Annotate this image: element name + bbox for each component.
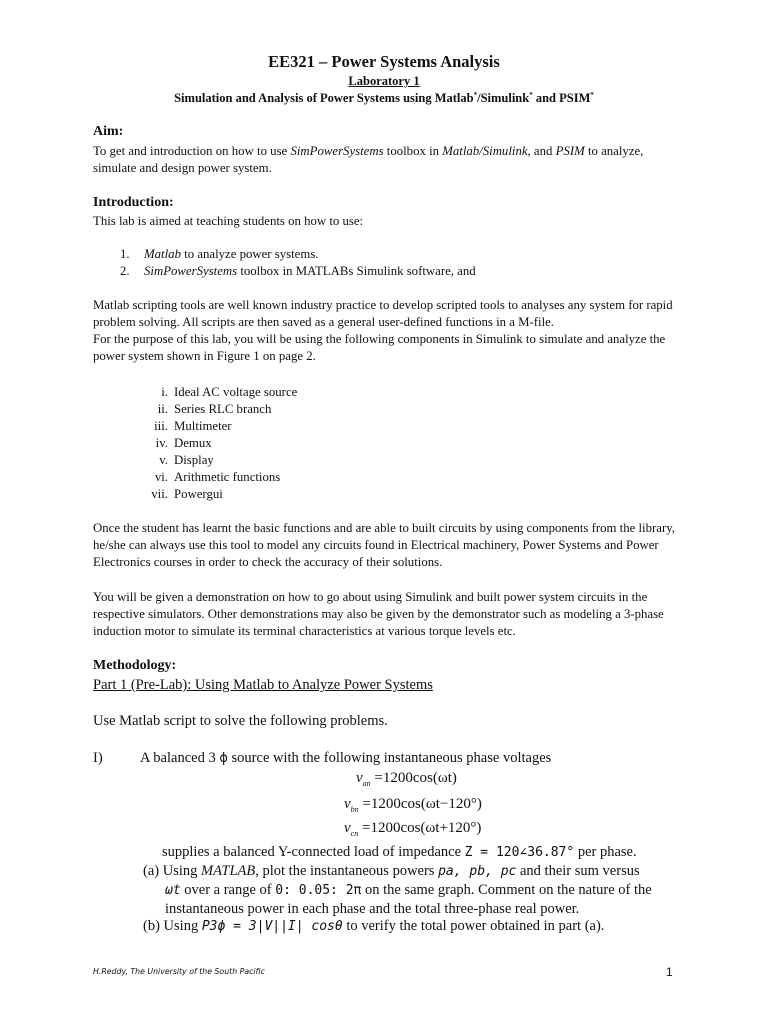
- list-item: vi. Arithmetic functions: [154, 470, 281, 484]
- list-item: vii. Powergui: [151, 487, 223, 501]
- equation-vbn: $v_{bn} =1200\cos(\omega t-120^\circ)$: [344, 796, 482, 814]
- demonstration-paragraph: You will be given a demonstration on how to go about using Simulink and built power system circuits in the respective simulators. Other demonstrations may also be given by the demonstrator such as modeling a 3-phase induction motor to simulate its terminal characteristics at various torque levels etc.: [93, 590, 664, 638]
- aim-heading: Aim:: [93, 124, 124, 139]
- equation-vcn: $v_{cn} =1200\cos(\omega t+120^\circ)$: [344, 820, 482, 838]
- intro-heading: Introduction:: [93, 195, 174, 210]
- aim-text: To get and introduction on how to use SimPowerSystems toolbox in Matlab/Simulink, and PSIM to analyze, simulate and design power system.: [93, 144, 644, 175]
- list-item: 1. Matlab to analyze power systems.: [120, 247, 319, 261]
- part1-heading: Part 1 (Pre-Lab): Using Matlab to Analyze Power Systems: [93, 677, 433, 693]
- document-title: EE321 – Power Systems Analysis: [268, 52, 500, 71]
- equation-van: $v_{an} =1200\cos(\omega t)$: [356, 770, 457, 788]
- intro-lead: This lab is aimed at teaching students on how to use:: [93, 214, 364, 228]
- list-item: ii. Series RLC branch: [157, 402, 272, 416]
- tools-list: [120, 246, 476, 280]
- scripting-paragraph: Matlab scripting tools are well known industry practice to develop scripted tools to analyses any system for rapid problem solving. All scripts are then saved as a general user-defined functions in a M-file.: [93, 298, 673, 329]
- lab-number: Laboratory 1: [348, 74, 420, 88]
- purpose-paragraph: For the purpose of this lab, you will be using the following components in Simulink to simulate and analyze the power system shown in Figure 1 on page 2.: [93, 332, 666, 363]
- components-list: [138, 384, 297, 503]
- load-text: supplies a balanced Y-connected load of impedance Z = 120∠36.87° per phase.: [162, 844, 637, 860]
- list-item: i. Ideal AC voltage source: [161, 385, 298, 399]
- document-subtitle: Simulation and Analysis of Power Systems using Matlab*/Simulink* and PSIM*: [174, 91, 594, 106]
- footer-author: H.Reddy, The University of the South Pacific: [93, 967, 265, 976]
- list-item: iv. Demux: [155, 436, 212, 450]
- methodology-heading: Methodology:: [93, 658, 177, 673]
- list-item: v. Display: [159, 453, 214, 467]
- part-b: (b) Using P3ϕ = 3|V||I| cosθ to verify the total power obtained in part (a).: [143, 918, 605, 934]
- question-number: I): [93, 750, 103, 766]
- list-item: 2. SimPowerSystems toolbox in MATLABs Simulink software, and: [120, 264, 476, 278]
- question-text: A balanced 3 ϕ source with the following instantaneous phase voltages: [140, 750, 552, 766]
- part-a: (a) Using MATLAB, plot the instantaneous powers pa, pb, pc and their sum versus ωt over a range of 0: 0.05: 2π on the same graph. Comment on the nature of the instantaneous power in each phase and the total three-phase real power.: [143, 863, 652, 917]
- student-paragraph: Once the student has learnt the basic functions and are able to built circuits by using components from the library, he/she can always use this tool to model any circuits found in Electrical machinery, Power Systems and Power Electronics courses in order to check the accuracy of their solutions.: [93, 521, 675, 569]
- list-item: iii. Multimeter: [154, 419, 232, 433]
- instruction-text: Use Matlab script to solve the following problems.: [93, 713, 388, 729]
- page-number: 1: [666, 965, 673, 979]
